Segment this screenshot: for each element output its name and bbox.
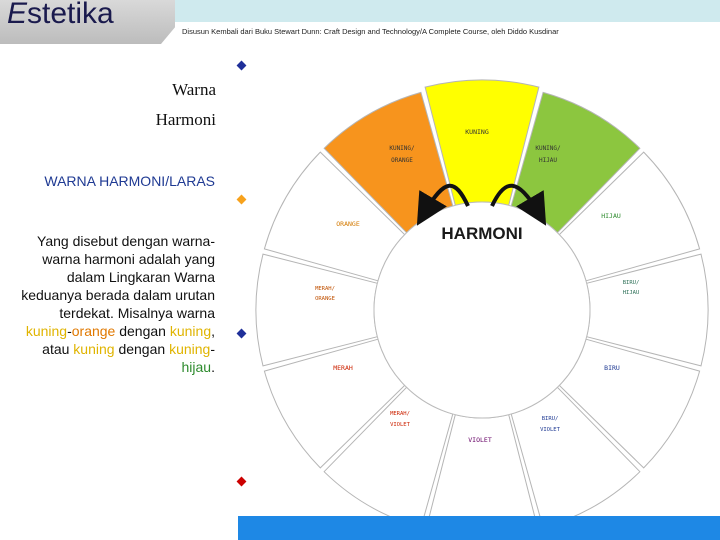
- title-line-2: Harmoni: [155, 110, 216, 129]
- label-merah: MERAH: [333, 364, 353, 372]
- label-biru: BIRU: [604, 364, 620, 372]
- wheel-center-label: HARMONI: [441, 224, 523, 243]
- label-merah-orange-1: MERAH/: [315, 286, 335, 292]
- label-violet: VIOLET: [468, 436, 492, 444]
- label-merah-orange-2: ORANGE: [315, 296, 335, 302]
- source-subtitle: Disusun Kembali dari Buku Stewart Dunn: Craft Design and Technology/A Complete Course, oleh Diddo Kusdinar: [182, 27, 559, 36]
- label-kuning: KUNING: [465, 128, 489, 136]
- label-kuning-orange-1: KUNING/: [389, 145, 415, 152]
- label-biru-hijau-2: HIJAU: [622, 290, 640, 296]
- label-merah-violet-1: MERAH/: [390, 411, 410, 417]
- body-paragraph: Yang disebut dengan warna-warna harmoni adalah yang dalam Lingkaran Warna keduanya berada dalam urutan terdekat. Misalnya warna kuning-orange dengan kuning, atau kuning dengan kuning-hijau.: [21, 233, 215, 375]
- label-kuning-orange-2: ORANGE: [391, 157, 413, 164]
- label-biru-violet-2: VIOLET: [540, 427, 560, 433]
- label-orange: ORANGE: [336, 220, 360, 228]
- label-biru-hijau-1: BIRU/: [622, 280, 640, 286]
- app-logo: Estetika: [7, 0, 114, 30]
- label-kuning-hijau-1: KUNING/: [535, 145, 561, 152]
- label-kuning-hijau-2: HIJAU: [538, 157, 558, 164]
- section-heading: WARNA HARMONI/LARAS: [44, 173, 215, 189]
- label-merah-violet-2: VIOLET: [390, 422, 410, 428]
- title-line-1: Warna: [172, 80, 216, 99]
- label-hijau: HIJAU: [601, 212, 621, 220]
- label-biru-violet-1: BIRU/: [541, 416, 559, 422]
- bottom-bar: [238, 516, 720, 540]
